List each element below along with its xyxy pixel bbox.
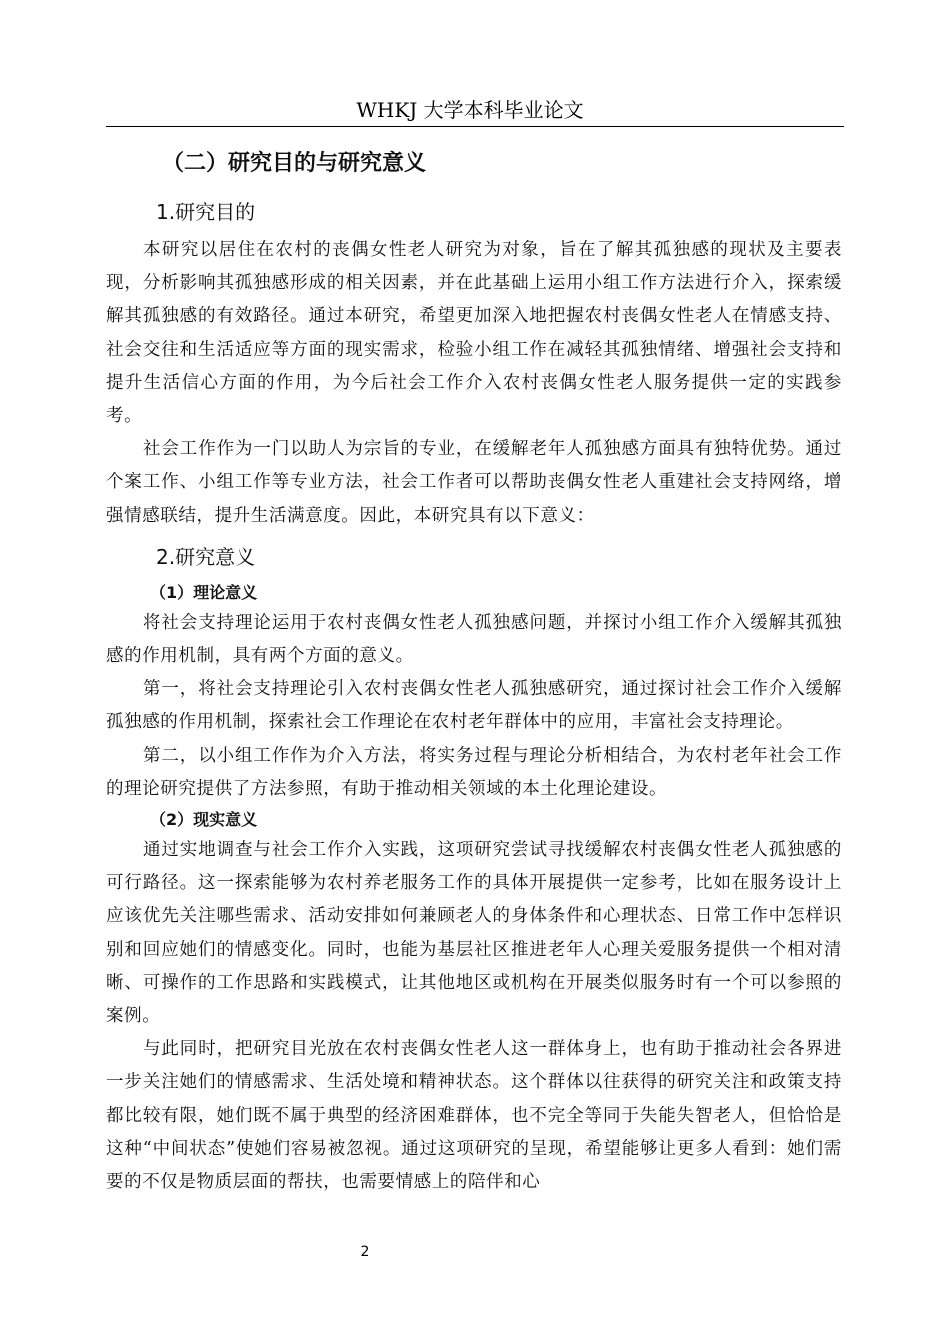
body-content	[106, 140, 842, 1199]
subheading-practice: （2）现实意义	[150, 810, 258, 830]
paragraph: 与此同时，把研究目光放在农村丧偶女性老人这一群体身上，也有助于推动社会各界进一步关注她们的情感需求、生活处境和精神状态。这个群体以往获得的研究关注和政策支持都比较有限，她们既不属于典型的经济困难群体，也不完全等同于失能失智老人，但恰恰是这种“中间状态”使她们容易被忽视。通过这项研究的呈现，希望能够让更多人看到：她们需要的不仅是物质层面的帮扶，也需要情感上的陪伴和心	[106, 1039, 842, 1193]
paragraph: 通过实地调查与社会工作介入实践，这项研究尝试寻找缓解农村丧偶女性老人孤独感的可行路径。这一探索能够为农村养老服务工作的具体开展提供一定参考，比如在服务设计上应该优先关注哪些需求、活动安排如何兼顾老人的身体条件和心理状态、日常工作中怎样识别和回应她们的情感变化。同时，也能为基层社区推进老年人心理关爱服务提供一个相对清晰、可操作的工作思路和实践模式，让其他地区或机构在开展类似服务时有一个可以参照的案例。	[106, 840, 842, 1027]
section-heading: （二）研究目的与研究意义	[162, 151, 427, 176]
paragraph: 本研究以居住在农村的丧偶女性老人研究为对象，旨在了解其孤独感的现状及主要表现，分析影响其孤独感形成的相关因素，并在此基础上运用小组工作方法进行介入，探索缓解其孤独感的有效路径。通过本研究，希望更加深入地把握农村丧偶女性老人在情感支持、社会交往和生活适应等方面的现实需求，检验小组工作在减轻其孤独情绪、增强社会支持和提升生活信心方面的作用，为今后社会工作介入农村丧偶女性老人服务提供一定的实践参考。	[106, 240, 842, 427]
subheading-significance: 2.研究意义	[156, 544, 256, 569]
paragraph: 第一，将社会支持理论引入农村丧偶女性老人孤独感研究，通过探讨社会工作介入缓解孤独感的作用机制，探索社会工作理论在农村老年群体中的应用，丰富社会支持理论。	[106, 679, 842, 733]
subheading-theory: （1）理论意义	[150, 582, 258, 602]
paragraph: 将社会支持理论运用于农村丧偶女性老人孤独感问题，并探讨小组工作介入缓解其孤独感的作用机制，具有两个方面的意义。	[106, 612, 842, 667]
page-number: 2	[360, 1244, 370, 1260]
running-header: WHKJ 大学本科毕业论文	[356, 98, 584, 122]
paragraph: 社会工作作为一门以助人为宗旨的专业，在缓解老年人孤独感方面具有独特优势。通过个案工作、小组工作等专业方法，社会工作者可以帮助丧偶女性老人重建社会支持网络，增强情感联结，提升生活满意度。因此，本研究具有以下意义：	[106, 439, 842, 526]
subheading-purpose: 1.研究目的	[156, 200, 256, 224]
header-rule	[106, 126, 844, 127]
paragraph: 第二，以小组工作作为介入方法，将实务过程与理论分析相结合，为农村老年社会工作的理论研究提供了方法参照，有助于推动相关领域的本土化理论建设。	[106, 745, 842, 799]
